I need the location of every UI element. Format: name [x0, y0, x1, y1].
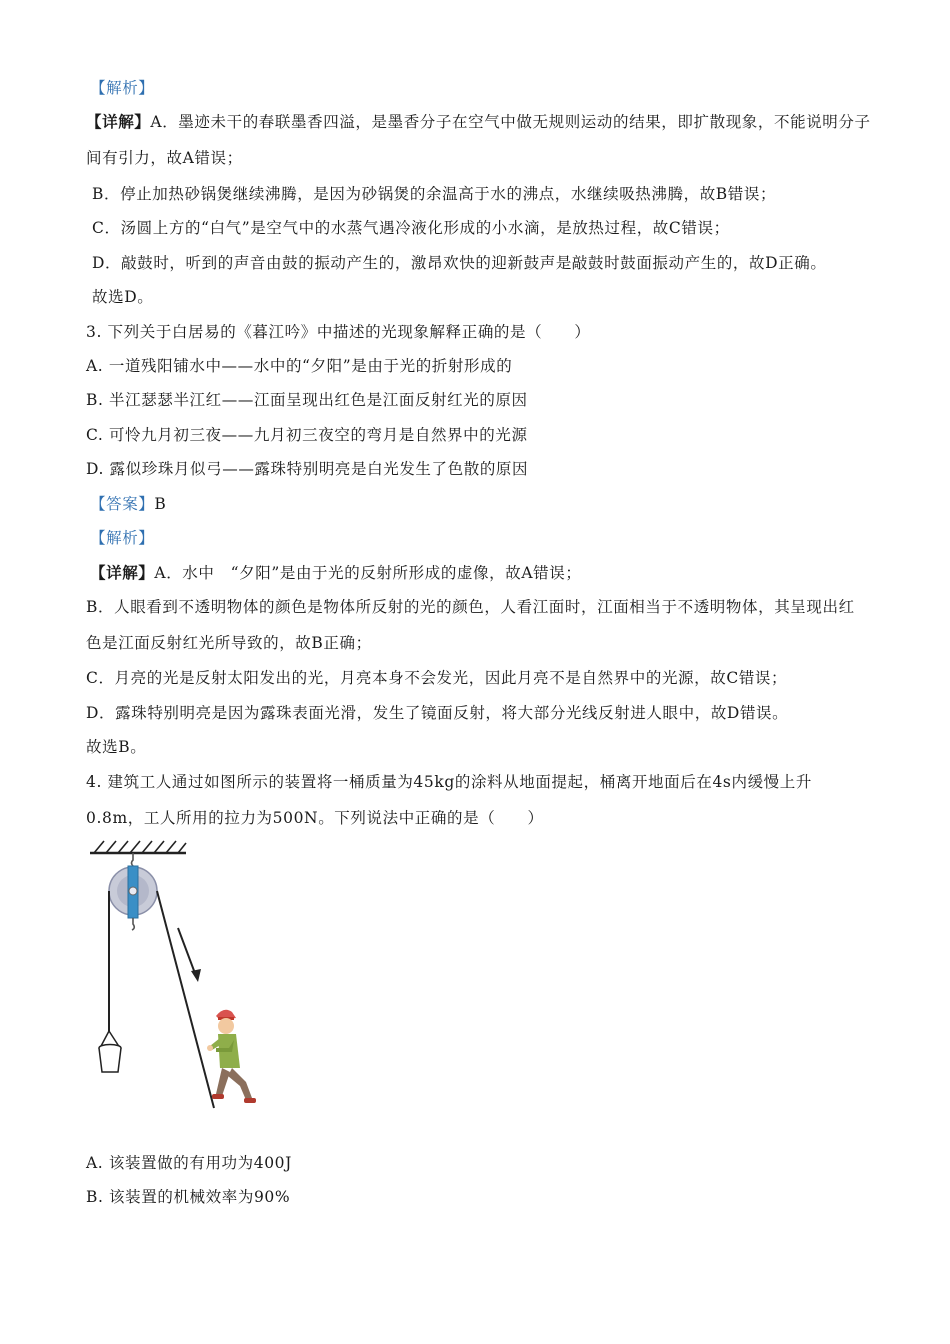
question-3-option-b: B. 半江瑟瑟半江红——江面呈现出红色是江面反射红光的原因 — [86, 391, 528, 409]
detail-text: A．墨迹未干的春联墨香四溢，是墨香分子在空气中做无规则运动的结果，即扩散现象，不能说明分子 — [150, 113, 871, 131]
conclusion: 故选D。 — [92, 288, 154, 306]
pulley-figure — [86, 836, 276, 1116]
question-4-option-a: A. 该装置做的有用功为400J — [86, 1154, 292, 1172]
detail-line — [90, 563, 581, 583]
question-3-stem: 3. 下列关于白居易的《暮江吟》中描述的光现象解释正确的是（ ） — [86, 323, 591, 341]
detail-option-c: C．汤圆上方的“白气”是空气中的水蒸气遇冷液化形成的小水滴，是放热过程，故C错误； — [92, 219, 730, 237]
question-4-option-b: B. 该装置的机械效率为90% — [86, 1188, 291, 1206]
analysis-tag: 【解析】 — [90, 529, 155, 547]
conclusion: 故选B。 — [86, 738, 147, 756]
detail-line: B．人眼看到不透明物体的颜色是物体所反射的光的颜色，人看江面时，江面相当于不透明物体，其呈现出红 — [86, 598, 855, 616]
question-3-option-c: C. 可怜九月初三夜——九月初三夜空的弯月是自然界中的光源 — [86, 426, 528, 444]
answer-value: B — [154, 495, 167, 513]
detail-line — [86, 112, 871, 132]
detail-tag: 【详解】 — [90, 563, 155, 582]
answer-line — [90, 494, 166, 514]
detail-line: 间有引力，故A错误； — [86, 149, 243, 167]
detail-tag: 【详解】 — [86, 112, 151, 131]
answer-tag: 【答案】 — [90, 495, 155, 513]
detail-option-d: D．敲鼓时，听到的声音由鼓的振动产生的，激昂欢快的迎新鼓声是敲鼓时鼓面振动产生的，故D正确。 — [92, 254, 827, 272]
detail-line: C．月亮的光是反射太阳发出的光，月亮本身不会发光，因此月亮不是自然界中的光源，故C错误； — [86, 669, 788, 687]
detail-line: D．露珠特别明亮是因为露珠表面光滑，发生了镜面反射，将大部分光线反射进人眼中，故D错误。 — [86, 704, 789, 722]
worker-figure — [207, 1010, 256, 1103]
question-4-stem: 0.8m，工人所用的拉力为500N。下列说法中正确的是（ ） — [86, 809, 544, 827]
question-3-option-d: D. 露似珍珠月似弓——露珠特别明亮是白光发生了色散的原因 — [86, 460, 529, 478]
analysis-tag: 【解析】 — [90, 79, 155, 97]
detail-text: A．水中 “夕阳”是由于光的反射所形成的虚像，故A错误； — [154, 564, 582, 582]
question-3-option-a: A. 一道残阳铺水中——水中的“夕阳”是由于光的折射形成的 — [86, 357, 513, 375]
detail-option-b: B．停止加热砂锅煲继续沸腾，是因为砂锅煲的余温高于水的沸点，水继续吸热沸腾，故B错误； — [92, 185, 777, 203]
detail-line: 色是江面反射红光所导致的，故B正确； — [86, 634, 372, 652]
question-4-stem: 4. 建筑工人通过如图所示的装置将一桶质量为45kg的涂料从地面提起，桶离开地面后在4s内缓慢上升 — [86, 773, 812, 791]
